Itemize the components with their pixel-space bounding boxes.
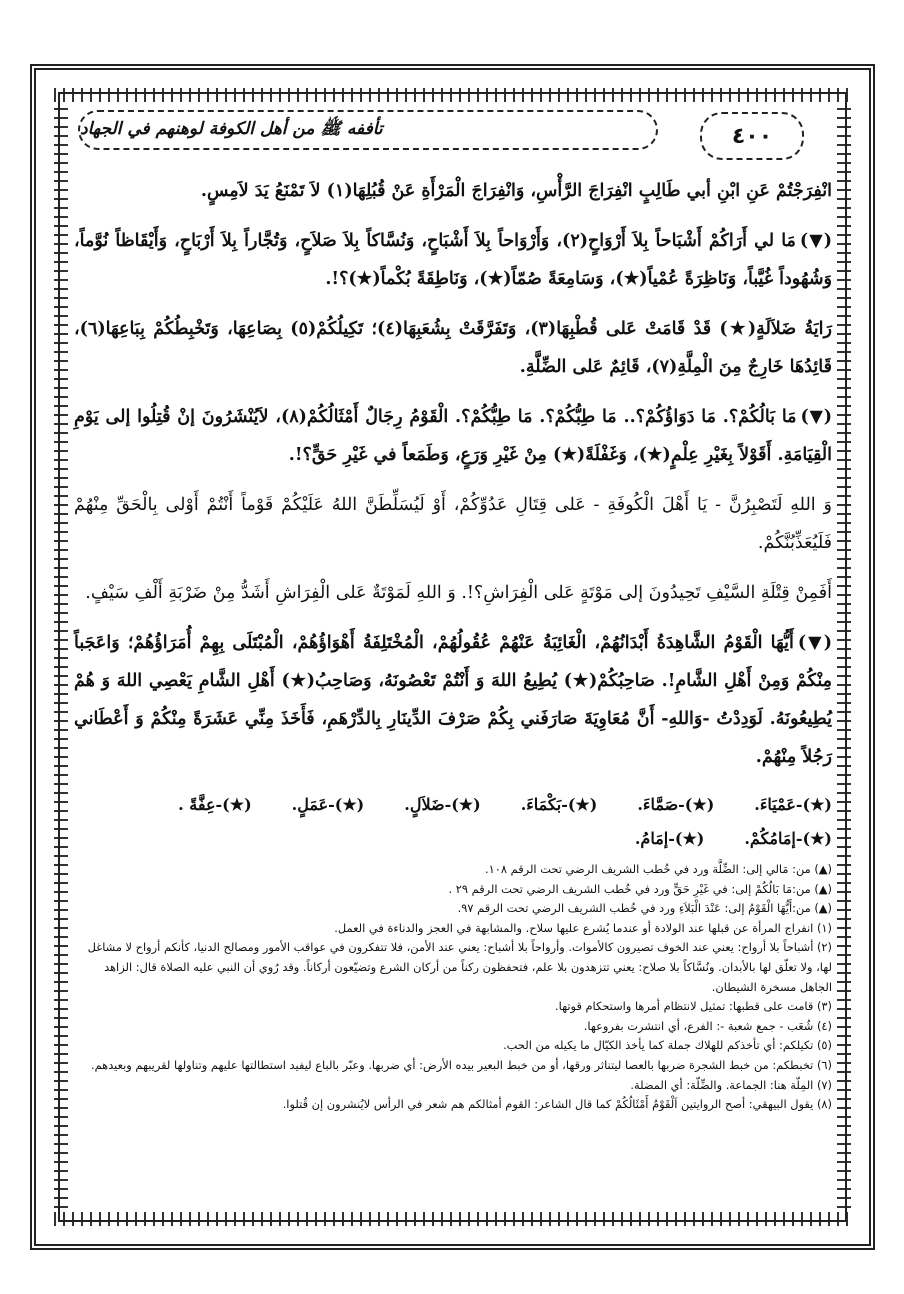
footnote: (٦) تخبطكم: من خبط الشجرة ضربها بالعصا ليتناثر ورقها، أو من خبط البعير بيده الأرض: أي ضربها. وعبّر بالباع ليفيد استطالتها عليهم وتناولها لقريبهم وبعيدهم.: [90, 1057, 832, 1072]
variant-reading: (★)-عِفَّةً .: [178, 795, 252, 814]
paragraph: [74, 172, 832, 210]
paragraph: [74, 398, 832, 474]
paragraph-text: رَايَةُ ضَلاَلَةٍ(★) قَدْ قَامَتْ عَلى قُطْبِهَا(٣)، وَتَفَرَّقَتْ بِشُعَبِهَا(٤)؛ تَكِيلُكُمْ(٥) بِصَاعِهَا، وَتَخْبِطُكُمْ بِبَاعِهَا(٦)، قَائِدُهَا خَارِجٌ مِنَ الْمِلَّةِ(٧)، قَائِمٌ عَلى الضِّلَّةِ.: [74, 319, 832, 377]
variant-reading: (★)-صَمَّاءَ.: [637, 795, 715, 814]
footnote: (٨) يقول البيهقي: أصح الروايتين اَلْقَوْمُ أَمْثَالُكُمْ كما قال الشاعر: القوم أمثالكم هم شعر في الرأس لايُنشرون إن قُتلوا.: [282, 1097, 832, 1112]
variant-reading: (★)-ضَلاَلٍ.: [404, 795, 481, 814]
main-text: [74, 172, 832, 776]
paragraph-text: مَا لي أَرَاكُمْ أَشْبَاحاً بِلاَ أَرْوَاحٍ(٢)، وَأَرْوَاحاً بِلاَ أَشْبَاحٍ، وَنُسَّاكاً بِلاَ صَلاَحٍ، وَتُجَّاراً بِلاَ أَرْبَاحٍ، وَأَيْقَاظاً نُوَّماً، وَشُهُوداً غُيَّباً، وَنَاظِرَةً عُمْياً(★)، وَسَامِعَةً صُمّاً(★)، وَنَاطِقَةً بُكْماً(★)؟!.: [74, 231, 832, 289]
source-marker: (▼): [797, 633, 833, 653]
footnote: (▲) من:أَيُّهَا الْقَوْمُ إلى: عَنْدَ الْبَلاَءِ ورد في خُطب الشريف الرضي تحت الرقم ٩٧.: [457, 901, 832, 916]
footnote: (٣) قامت على قطبها: تمثيل لانتظام أمرها واستحكام قوتها.: [555, 999, 832, 1014]
paragraph: [74, 222, 832, 298]
paragraph: [74, 310, 832, 386]
chapter-title: تأففه ﷺ من أهل الكوفة لوهنهم في الجهاد: [78, 110, 658, 150]
footnote: (١) انفراج المرأة عن قبلها عند الولادة أو عندما يُشرع عليها سلاح. والمشابهة في العجز والدناءة في العمل.: [334, 920, 832, 935]
variant-reading: (★)-عَمْيَاءَ.: [754, 795, 832, 814]
footnote: (٥) تكيلكم: أي تأخذكم للهلاك جملة كما يأخذ الكيّال ما يكيله من الحب.: [503, 1038, 832, 1053]
paragraph: [74, 486, 832, 562]
footnote: (٤) شُعَب - جمع شعبة -: الفرع، أي انتشرت بفروعها.: [583, 1018, 832, 1033]
paragraph: [74, 574, 832, 612]
paragraph-text: أَيُّهَا الْقَوْمُ الشَّاهِدَةُ أَبْدَانُهُمْ، الْغَائِبَةُ عَنْهُمْ عُقُولُهُمْ، الْمُخْتَلِفَةُ أَهْوَاؤُهُمْ، الْمُبْتَلَى بِهِمْ أُمَرَاؤُهُمْ؛ وَاعَجَباً مِنْكُمْ وَمِنْ أَهْلِ الشَّامِ!. صَاحِبُكُمْ(★) يُطِيعُ اللهَ وَ أَنْتُمْ تَعْصُونَهُ، وَصَاحِبُ(★) أَهْلِ الشَّامِ يَعْصِي اللهَ وَ هُمْ يُطِيعُونَهُ. لَوَدِدْتُ -وَاللهِ- أَنَّ مُعَاوِيَةَ صَارَفَني بِكُمْ صَرْفَ الدِّينَارِ بِالدِّرْهَمِ، فَأَخَذَ مِنِّي عَشَرَةً مِنْكُمْ وَ أَعْطَاني رَجُلاً مِنْهُمْ.: [74, 633, 832, 767]
variant-reading: (★)-إمَامُكُمْ.: [744, 829, 832, 848]
paragraph-text: انْفِرَجْتُمْ عَنِ ابْنِ أبي طَالِبٍ انْفِرَاجَ الرَّأْسِ، وَانْفِرَاجَ الْمَرْأَةِ عَنْ قُبُلِهَا(١) لاَ تَمْنَعُ يَدَ لاَمِسٍ.: [200, 181, 832, 201]
page-header: [74, 100, 832, 158]
page-content: [74, 100, 832, 1212]
variant-reading: (★)-إمَامُ.: [634, 829, 705, 848]
footnotes: [74, 860, 832, 1115]
page-number: ٤٠٠: [700, 112, 804, 160]
paragraph-text: مَا بَالُكُمْ؟. مَا دَوَاؤُكُمْ؟.. مَا طِبُّكُمْ؟. مَا طِبُّكُمْ؟. الْقَوْمُ رِجَالٌ أَمْثَالُكُمْ(٨)، لاَيُنْشَرُونَ إنْ قُتِلُوا إلى يَوْمِ الْقِيَامَةِ. أَقَوْلاً بِغَيْرِ عِلْمٍ(★)، وَغَفْلَةً(★) مِنْ غَيْرِ وَرَعٍ، وَطَمَعاً في غَيْرِ حَقٍّ؟!.: [74, 407, 832, 465]
paragraph: [74, 624, 832, 776]
variant-readings: [74, 788, 832, 856]
paragraph-text: وَ اللهِ لَتَصْبِرُنَّ - يَا أَهْلَ الْكُوفَةِ - عَلى قِتَالِ عَدُوِّكُمْ، أَوْ لَيُسَلِّطَنَّ اللهُ عَلَيْكُمْ قَوْماً أَنْتُمْ أَوْلى بِالْحَقِّ مِنْهُمْ فَلَيُعَذِّبُنَّكُمْ.: [74, 495, 832, 553]
footnote: (▲) من: مَالي إلى: الضِّلَّة ورد في خُطب الشريف الرضي تحت الرقم ١٠٨.: [485, 862, 832, 876]
variant-reading: (★)-بَكْمَاءَ.: [520, 795, 598, 814]
paragraph-text: أَفَمِنْ قِتْلَةِ السَّيْفِ تَحِيدُونَ إلى مَوْتَةٍ عَلى الْفِرَاشِ؟!. وَ اللهِ لَمَوْتَةٌ عَلى الْفِرَاشِ أَشَدُّ مِنْ ضَرْبَةِ أَلْفِ سَيْفٍ.: [85, 583, 832, 603]
variant-reading: (★)-عَمَلٍ.: [291, 795, 365, 814]
footnote: (٧) المِلّة هنا: الجماعة. والضِّلّة: أي المضلة.: [630, 1077, 832, 1092]
source-marker: (▼): [799, 231, 832, 251]
footnote: (▲) من:مَا بَالُكُمْ إلى: في غَيْرِ حَقٍّ ورد في خُطب الشريف الرضي تحت الرقم ٢٩ .: [448, 881, 832, 896]
source-marker: (▼): [800, 407, 832, 427]
footnote: (٢) أشباحاً بلا أرواح: يعني عند الخوف تصيرون كالأموات. وأرواحاً بلا أشباح: يعني عند الأمن، فلا تتفكرون في عواقب الأمور ومصالح الدنيا، كأنكم أرواح لا مشاغل لها، ولا تعلّق لها بالأبدان. ونُسَّاكاً بلا صلاح: يعني تتزهدون بلا علم، فتحفظون ركناً من أركان الشرع وتضيّعون أركاناً. وقد رُوي أن النبي عليه الصلاة قال: الزاهد الجاهل مسخرة الشيطان.: [87, 940, 832, 994]
